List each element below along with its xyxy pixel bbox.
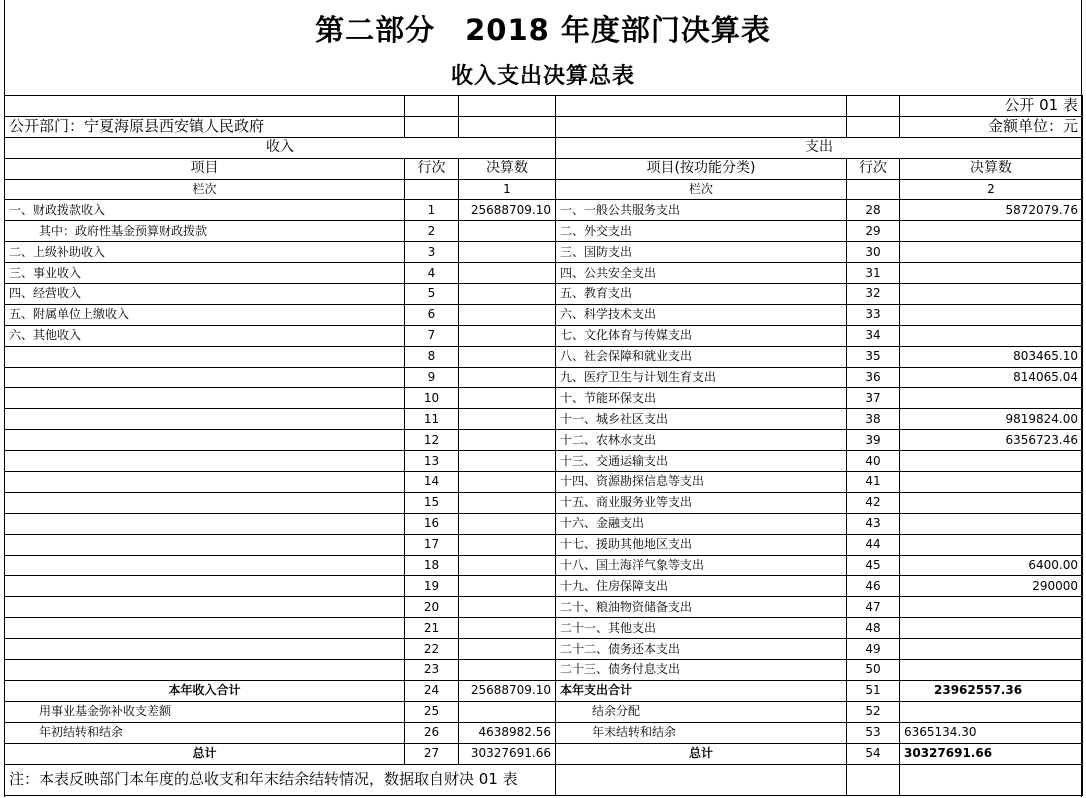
table-row [5, 618, 1083, 639]
income-amount [459, 492, 556, 513]
col-line: 行次 [405, 158, 459, 179]
begin-label: 年初结转和结余 [5, 722, 405, 743]
expense-item: 二十一、其他支出 [556, 618, 847, 639]
year-income-amt: 25688709.10 [459, 680, 556, 701]
expense-amount: 5872079.76 [900, 200, 1083, 221]
expense-line: 28 [847, 200, 900, 221]
expense-line: 41 [847, 472, 900, 493]
income-amount [459, 576, 556, 597]
income-header: 收入 [5, 137, 556, 158]
unit-label: 金额单位：元 [900, 116, 1083, 137]
fund-line: 25 [405, 701, 459, 722]
budget-table [4, 95, 1083, 796]
income-line: 20 [405, 597, 459, 618]
income-line: 16 [405, 513, 459, 534]
begin-line: 26 [405, 722, 459, 743]
income-amount [459, 409, 556, 430]
income-line: 23 [405, 660, 459, 681]
income-amount [459, 263, 556, 284]
income-line: 11 [405, 409, 459, 430]
expense-amount [900, 263, 1083, 284]
total-amt: 30327691.66 [459, 743, 556, 764]
expense-header: 支出 [556, 137, 1083, 158]
income-amount [459, 325, 556, 346]
expense-item: 十七、援助其他地区支出 [556, 534, 847, 555]
income-line: 2 [405, 221, 459, 242]
expense-item: 二、外交支出 [556, 221, 847, 242]
expense-line: 50 [847, 660, 900, 681]
expense-amount: 9819824.00 [900, 409, 1083, 430]
income-item [5, 576, 405, 597]
table-row [5, 409, 1083, 430]
total-line-2: 54 [847, 743, 900, 764]
income-amount [459, 242, 556, 263]
expense-amount [900, 284, 1083, 305]
expense-line: 40 [847, 451, 900, 472]
fund-label: 用事业基金弥补收支差额 [5, 701, 405, 722]
expense-item: 二十三、债务付息支出 [556, 660, 847, 681]
col-row-label: 栏次 [5, 179, 405, 200]
income-line: 9 [405, 367, 459, 388]
table-row [5, 451, 1083, 472]
income-amount: 25688709.10 [459, 200, 556, 221]
income-amount [459, 367, 556, 388]
alloc-line: 52 [847, 701, 900, 722]
expense-amount: 6400.00 [900, 555, 1083, 576]
table-row [5, 430, 1083, 451]
end-line: 53 [847, 722, 900, 743]
form-code: 公开 01 表 [900, 96, 1083, 117]
expense-line: 42 [847, 492, 900, 513]
income-line: 15 [405, 492, 459, 513]
income-line: 14 [405, 472, 459, 493]
table-row [5, 388, 1083, 409]
expense-line: 30 [847, 242, 900, 263]
expense-line: 43 [847, 513, 900, 534]
expense-item: 四、公共安全支出 [556, 263, 847, 284]
col-row-n2: 2 [900, 179, 1083, 200]
table-row [5, 597, 1083, 618]
income-line: 13 [405, 451, 459, 472]
expense-line: 39 [847, 430, 900, 451]
income-line: 4 [405, 263, 459, 284]
expense-amount [900, 534, 1083, 555]
expense-amount [900, 242, 1083, 263]
expense-line: 49 [847, 639, 900, 660]
table-row [5, 555, 1083, 576]
expense-amount: 290000 [900, 576, 1083, 597]
income-line: 6 [405, 304, 459, 325]
expense-line: 48 [847, 618, 900, 639]
expense-item: 二十二、债务还本支出 [556, 639, 847, 660]
income-item [5, 492, 405, 513]
expense-amount [900, 451, 1083, 472]
income-item [5, 409, 405, 430]
expense-item: 五、教育支出 [556, 284, 847, 305]
expense-amount [900, 472, 1083, 493]
col-item: 项目 [5, 158, 405, 179]
expense-line: 37 [847, 388, 900, 409]
year-income-line: 24 [405, 680, 459, 701]
income-amount [459, 430, 556, 451]
income-item [5, 346, 405, 367]
col-row-n1: 1 [459, 179, 556, 200]
expense-amount: 6356723.46 [900, 430, 1083, 451]
table-row [5, 263, 1083, 284]
income-line: 18 [405, 555, 459, 576]
alloc-label: 结余分配 [556, 701, 847, 722]
income-item [5, 597, 405, 618]
expense-line: 34 [847, 325, 900, 346]
income-item [5, 555, 405, 576]
col-row-label-2: 栏次 [556, 179, 847, 200]
income-item: 其中：政府性基金预算财政拨款 [5, 221, 405, 242]
table-row [5, 304, 1083, 325]
table-row [5, 576, 1083, 597]
year-expense-line: 51 [847, 680, 900, 701]
table-row [5, 284, 1083, 305]
income-item [5, 513, 405, 534]
expense-amount [900, 304, 1083, 325]
income-line: 12 [405, 430, 459, 451]
income-item [5, 472, 405, 493]
expense-item: 十二、农林水支出 [556, 430, 847, 451]
income-amount [459, 221, 556, 242]
expense-item: 十、节能环保支出 [556, 388, 847, 409]
income-item: 四、经营收入 [5, 284, 405, 305]
year-income-label: 本年收入合计 [5, 680, 405, 701]
table-row [5, 534, 1083, 555]
income-amount [459, 660, 556, 681]
expense-amount: 814065.04 [900, 367, 1083, 388]
table-row [5, 492, 1083, 513]
end-label: 年末结转和结余 [556, 722, 847, 743]
income-item [5, 430, 405, 451]
income-line: 19 [405, 576, 459, 597]
page-title: 第二部分 2018 年度部门决算表 [315, 13, 771, 47]
income-line: 22 [405, 639, 459, 660]
expense-item: 十四、资源勘探信息等支出 [556, 472, 847, 493]
col-amount-2: 决算数 [900, 158, 1083, 179]
expense-amount [900, 639, 1083, 660]
table-row [5, 200, 1083, 221]
income-item [5, 388, 405, 409]
table-row [5, 346, 1083, 367]
income-amount [459, 451, 556, 472]
expense-amount [900, 597, 1083, 618]
income-item: 一、财政拨款收入 [5, 200, 405, 221]
table-note: 注：本表反映部门本年度的总收支和年末结余结转情况，数据取自财决 01 表 [5, 764, 556, 795]
expense-amount [900, 388, 1083, 409]
table-row [5, 242, 1083, 263]
income-item: 五、附属单位上缴收入 [5, 304, 405, 325]
expense-line: 31 [847, 263, 900, 284]
expense-item: 十三、交通运输支出 [556, 451, 847, 472]
expense-item: 二十、粮油物资储备支出 [556, 597, 847, 618]
income-amount [459, 388, 556, 409]
income-amount [459, 472, 556, 493]
expense-amount [900, 325, 1083, 346]
income-item [5, 639, 405, 660]
income-item [5, 367, 405, 388]
income-line: 7 [405, 325, 459, 346]
expense-item: 十五、商业服务业等支出 [556, 492, 847, 513]
expense-item: 十九、住房保障支出 [556, 576, 847, 597]
expense-line: 35 [847, 346, 900, 367]
table-row [5, 513, 1083, 534]
income-line: 17 [405, 534, 459, 555]
expense-amount [900, 492, 1083, 513]
expense-amount [900, 618, 1083, 639]
income-amount [459, 513, 556, 534]
department-label: 公开部门：宁夏海原县西安镇人民政府 [5, 116, 405, 137]
expense-line: 45 [847, 555, 900, 576]
income-item: 三、事业收入 [5, 263, 405, 284]
year-expense-label: 本年支出合计 [556, 680, 847, 701]
income-item [5, 618, 405, 639]
expense-item: 一、一般公共服务支出 [556, 200, 847, 221]
income-amount [459, 618, 556, 639]
income-item [5, 534, 405, 555]
income-amount [459, 639, 556, 660]
expense-line: 33 [847, 304, 900, 325]
expense-line: 47 [847, 597, 900, 618]
income-amount [459, 555, 556, 576]
total-label-2: 总计 [556, 743, 847, 764]
expense-item: 三、国防支出 [556, 242, 847, 263]
blank-cell [5, 96, 405, 117]
income-amount [459, 304, 556, 325]
year-expense-amt: 23962557.36 [900, 680, 1083, 701]
expense-item: 十六、金融支出 [556, 513, 847, 534]
income-item [5, 660, 405, 681]
table-row [5, 221, 1083, 242]
income-line: 10 [405, 388, 459, 409]
expense-item: 十八、国土海洋气象等支出 [556, 555, 847, 576]
end-amt: 6365134.30 [900, 722, 1083, 743]
total-amt-2: 30327691.66 [900, 743, 1083, 764]
total-label: 总计 [5, 743, 405, 764]
page-subtitle: 收入支出决算总表 [450, 64, 635, 89]
table-row [5, 325, 1083, 346]
expense-item: 九、医疗卫生与计划生育支出 [556, 367, 847, 388]
expense-item: 七、文化体育与传媒支出 [556, 325, 847, 346]
expense-line: 32 [847, 284, 900, 305]
income-line: 5 [405, 284, 459, 305]
expense-line: 44 [847, 534, 900, 555]
income-amount [459, 597, 556, 618]
income-line: 21 [405, 618, 459, 639]
income-item: 二、上级补助收入 [5, 242, 405, 263]
col-amount: 决算数 [459, 158, 556, 179]
col-item-func: 项目(按功能分类) [556, 158, 847, 179]
expense-line: 46 [847, 576, 900, 597]
col-line-2: 行次 [847, 158, 900, 179]
income-amount [459, 534, 556, 555]
begin-amt: 4638982.56 [459, 722, 556, 743]
income-item: 六、其他收入 [5, 325, 405, 346]
expense-amount [900, 513, 1083, 534]
expense-amount [900, 221, 1083, 242]
expense-line: 36 [847, 367, 900, 388]
expense-line: 29 [847, 221, 900, 242]
income-line: 1 [405, 200, 459, 221]
table-row [5, 639, 1083, 660]
table-row [5, 367, 1083, 388]
table-row [5, 472, 1083, 493]
income-line: 3 [405, 242, 459, 263]
expense-amount: 803465.10 [900, 346, 1083, 367]
expense-item: 六、科学技术支出 [556, 304, 847, 325]
income-line: 8 [405, 346, 459, 367]
income-amount [459, 284, 556, 305]
expense-item: 十一、城乡社区支出 [556, 409, 847, 430]
expense-line: 38 [847, 409, 900, 430]
income-item [5, 451, 405, 472]
expense-amount [900, 660, 1083, 681]
expense-item: 八、社会保障和就业支出 [556, 346, 847, 367]
income-amount [459, 346, 556, 367]
table-row [5, 660, 1083, 681]
total-line: 27 [405, 743, 459, 764]
